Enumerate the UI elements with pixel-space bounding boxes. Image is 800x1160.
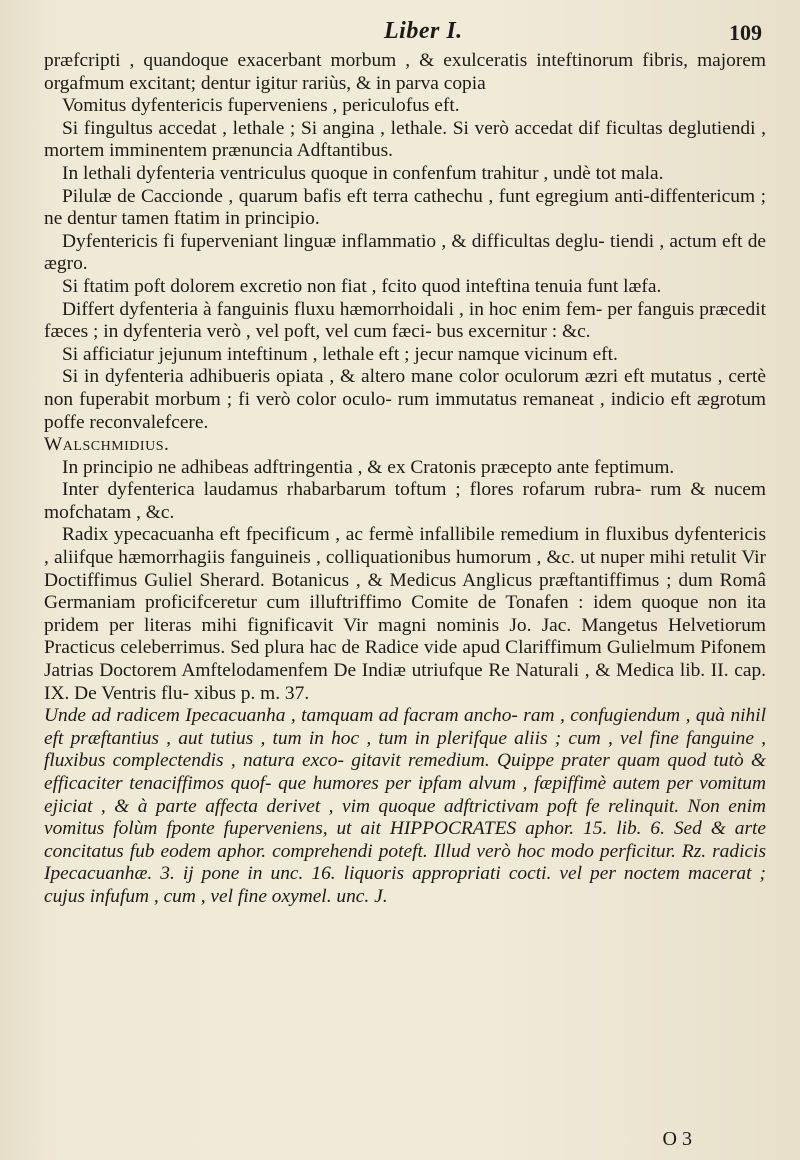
paragraph-9: Si afficiatur jejunum inteftinum , lethale eft ; jecur namque vicinum eft. [62,343,618,365]
paragraph-11: In principio ne adhibeas adftringentia , & ex Cratonis præcepto ante feptimum. [62,456,675,478]
section-heading: Walschmidius. [44,434,170,456]
paragraph-6: Dyfentericis fi fuperveniant linguæ inflammatio , & difficultas deglu- tiendi , actum eft de ægro. [44,230,766,275]
paragraph-12: Inter dyfenterica laudamus rhabarbarum toftum ; flores rofarum rubra- rum & nucem mofchatam , &c. [44,479,766,523]
paragraph-13: Radix ypecacuanha eft fpecificum , ac fermè infallibile remedium in fluxibus dyfentericis , aliifque hæmorrhagiis fanguineis , colliquationibus humorum , &c. ut nuper mihi retulit Vir Doctiffimus Guliel Sherard. Botanicus , & Medicus Anglicus præftantiffimus ; dum Româ Germaniam proficifceretur cum illuftriffimo Comite de Tonafen : idem quoque non ita pridem per literas mihi fignificavit Vir magni nominis Jo. Jac. Mangetus Helvetiorum Practicus celeberrimus. Sed plura hac de Radice vide apud Clariffimum Gulielmum Pifonem Jatrias Doctorem Amftelodamenfem De Indiæ utriufque Re Naturali , & Medica lib. II. cap. IX. De Ventris flu- xibus p. m. 37. [44,524,766,704]
paragraph-7: Si ftatim poft dolorem excretio non fiat , fcito quod inteftina tenuia funt læfa. [62,275,662,297]
paragraph-3: Si fingultus accedat , lethale ; Si angina , lethale. Si verò accedat dif ficultas deglutiendi , mortem imminentem prænuncia Adftantibus. [44,117,766,162]
signature-mark: O 3 [662,1128,692,1150]
italic-quotation: Unde ad radicem Ipecacuanha , tamquam ad facram ancho- ram , confugiendum , quà nihil eft præftantius , aut tutius , tum in hoc , tum in plerifque aliis ; cum , vel fine fanguine , fluxibus complectendis , natura exco- gitavit remedium. Quippe prater quam quod tutò & efficaciter tenaciffimos quof- que humores per ipfam alvum , fæpiffimè autem per vomitum ejiciat , & à parte affecta derivet , vim quoque adftrictivam poft fe relinquit. Non enim vomitus folùm fponte fuperveniens, ut ait HIPPOCRATES aphor. 15. lib. 6. Sed & arte concitatus fub eodem aphor. comprehendi poteft. Illud verò hoc modo perficitur. Rz. radicis Ipecacuanhæ. 3. ij pone in unc. 16. liquoris appropriati cocti. vel per noctem macerat ; cujus infufum , cum , vel fine oxymel. unc. J. [44,705,766,907]
paragraph-10: Si in dyfenteria adhibueris opiata , & altero mane color oculorum æzri eft mutatus , certè non fuperabit morbum ; fi verò color oculo- rum immutatus remaneat , indicio eft ægrotum poffe reconvalefcere. [44,366,766,433]
paragraph-8: Differt dyfenteria à fanguinis fluxu hæmorrhoidali , in hoc enim fem- per fanguis præcedit fæces ; in dyfenteria verò , vel poft, vel cum fæci- bus excernitur : &c. [44,298,766,343]
page-header [44,18,766,48]
paragraph-4: In lethali dyfenteria ventriculus quoque in confenfum trahitur , undè tot mala. [62,162,664,184]
body-text [44,50,766,909]
paragraph-2: Vomitus dyfentericis fuperveniens , periculofus eft. [62,95,460,117]
running-title: Liber I. [384,18,463,44]
paragraph-1: præfcripti , quandoque exacerbant morbum , & exulceratis inteftinorum fibris, majorem orgafmum excitant; dentur igitur rariùs, & in parva copia [44,50,766,94]
page-number: 109 [729,20,762,45]
paragraph-5: Pilulæ de Caccionde , quarum bafis eft terra cathechu , funt egregium anti-diffentericum ; ne dentur tamen ftatim in principio. [44,185,766,230]
